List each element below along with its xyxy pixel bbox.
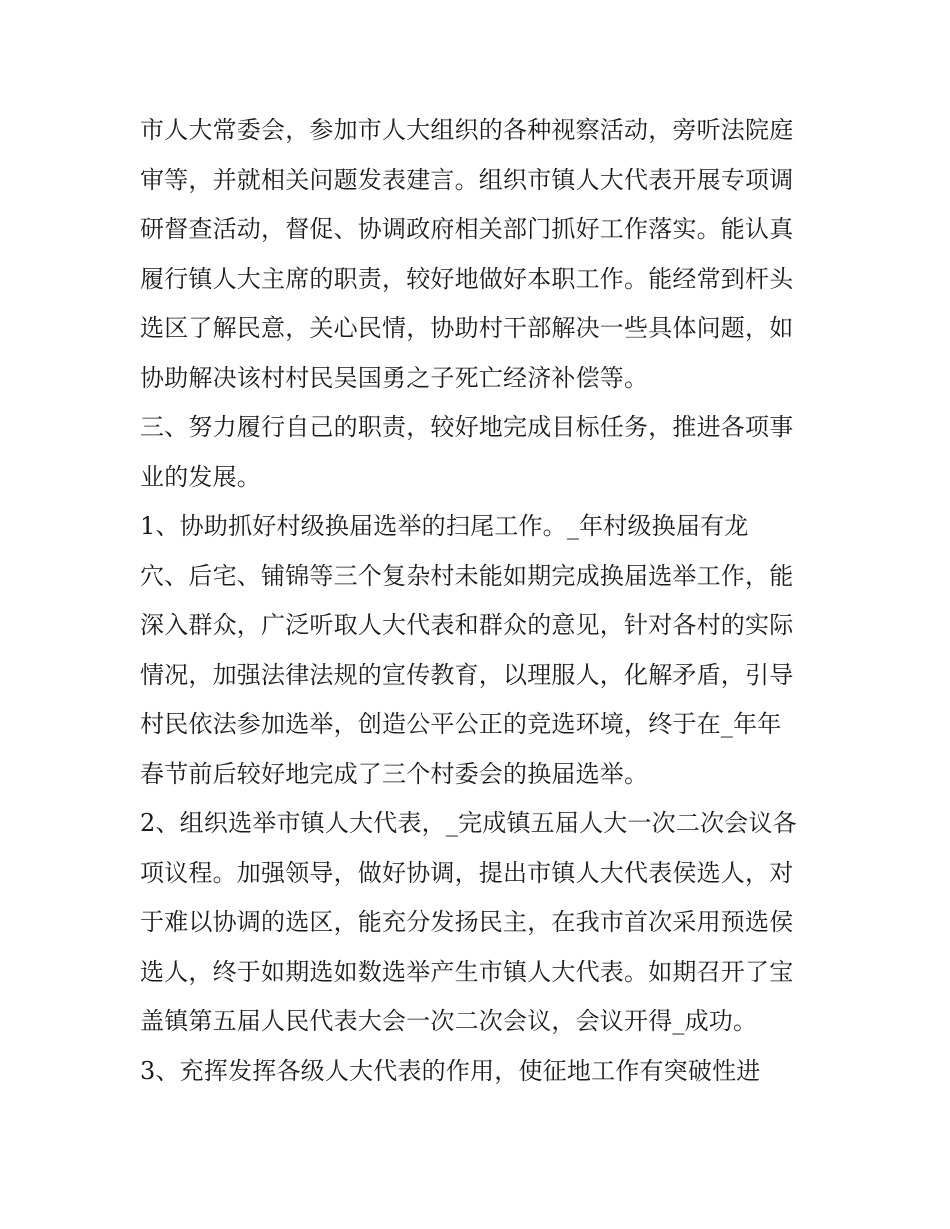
text-line: 项议程。加强领导，做好协调，提出市镇人大代表侯选人，对 <box>140 858 794 887</box>
text-line: 研督查活动，督促、协调政府相关部门抓好工作落实。能认真 <box>140 215 794 243</box>
text-line: 审等，并就相关问题发表建言。组织市镇人大代表开展专项调 <box>140 165 794 194</box>
text-line: 选人，终于如期选如数选举产生市镇人大代表。如期召开了宝 <box>140 957 794 986</box>
text-line: 履行镇人大主席的职责，较好地做好本职工作。能经常到杆头 <box>140 264 794 293</box>
text-line: 穴、后宅、铺锦等三个复杂村未能如期完成换届选举工作，能 <box>140 561 794 590</box>
item-2-heading: 2、组织选举市镇人大代表，_完成镇五届人大一次二次会议各 <box>140 809 797 837</box>
text-line: 情况，加强法律法规的宣传教育，以理服人，化解矛盾，引导 <box>140 660 794 689</box>
text-line: 市人大常委会，参加市人大组织的各种视察活动，旁听法院庭 <box>140 116 794 144</box>
text-line: 于难以协调的选区，能充分发扬民主，在我市首次采用预选侯 <box>140 908 794 936</box>
text-line: 选区了解民意，关心民情，协助村干部解决一些具体问题，如 <box>140 314 794 342</box>
item-1-heading: 1、协助抓好村级换届选举的扫尾工作。_年村级换届有龙 <box>140 512 749 540</box>
section-heading-continued: 业的发展。 <box>140 462 261 491</box>
text-line: 深入群众，广泛听取人大代表和群众的意见，针对各村的实际 <box>140 611 794 639</box>
document-body <box>140 106 830 1096</box>
text-line: 盖镇第五届人民代表大会一次二次会议，会议开得_成功。 <box>140 1007 758 1035</box>
text-line: 村民依法参加选举，创造公平公正的竞选环境，终于在_年年 <box>140 710 782 738</box>
item-3-heading: 3、充挥发挥各级人大代表的作用，使征地工作有突破性进 <box>140 1056 761 1085</box>
text-line: 春节前后较好地完成了三个村委会的换届选举。 <box>140 759 649 788</box>
section-heading: 三、努力履行自己的职责，较好地完成目标任务，推进各项事 <box>140 413 794 441</box>
text-line: 协助解决该村村民吴国勇之子死亡经济补偿等。 <box>140 363 649 392</box>
